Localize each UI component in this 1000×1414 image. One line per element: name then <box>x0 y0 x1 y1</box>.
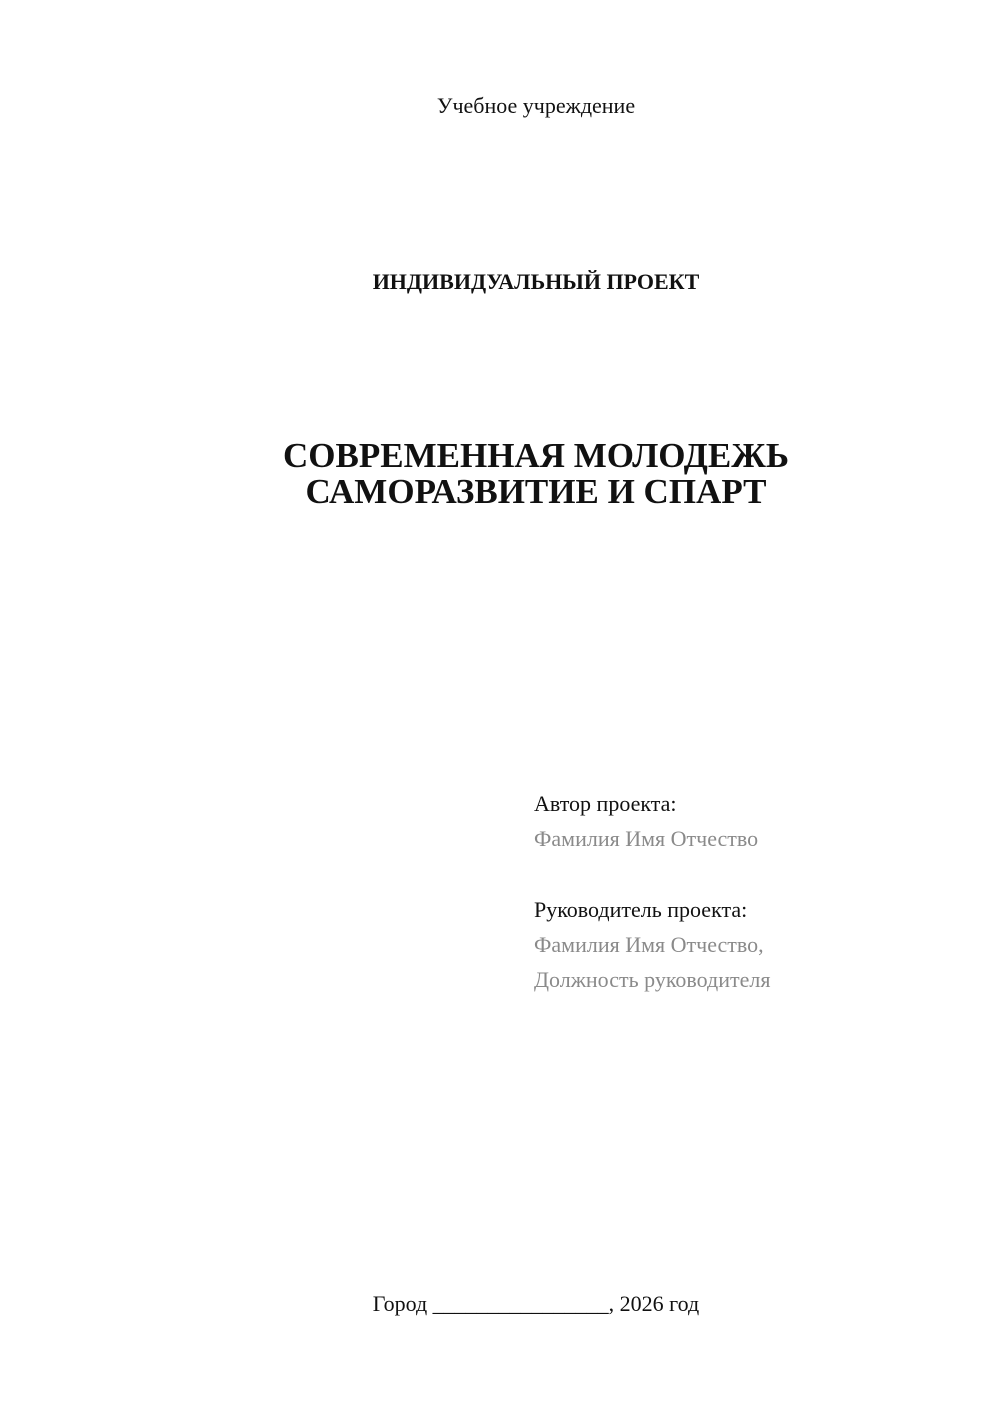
supervisor-block <box>534 892 974 997</box>
author-label: Автор проекта: <box>534 791 677 816</box>
project-title-line-1: СОВРЕМЕННАЯ МОЛОДЕЖЬ <box>283 436 789 475</box>
document-type: ИНДИВИДУАЛЬНЫЙ ПРОЕКТ <box>372 269 700 294</box>
supervisor-position: Должность руководителя <box>534 967 771 992</box>
city-year-footer: Город ________________, 2026 год <box>372 1291 700 1316</box>
author-name: Фамилия Имя Отчество <box>534 826 759 851</box>
project-title <box>200 438 872 510</box>
institution-name: Учебное учреждение <box>436 93 636 118</box>
supervisor-label: Руководитель проекта: <box>534 897 748 922</box>
author-block <box>534 786 974 856</box>
project-title-line-2: САМОРАЗВИТИЕ И СПАРТ <box>305 472 767 511</box>
supervisor-name: Фамилия Имя Отчество, <box>534 932 764 957</box>
